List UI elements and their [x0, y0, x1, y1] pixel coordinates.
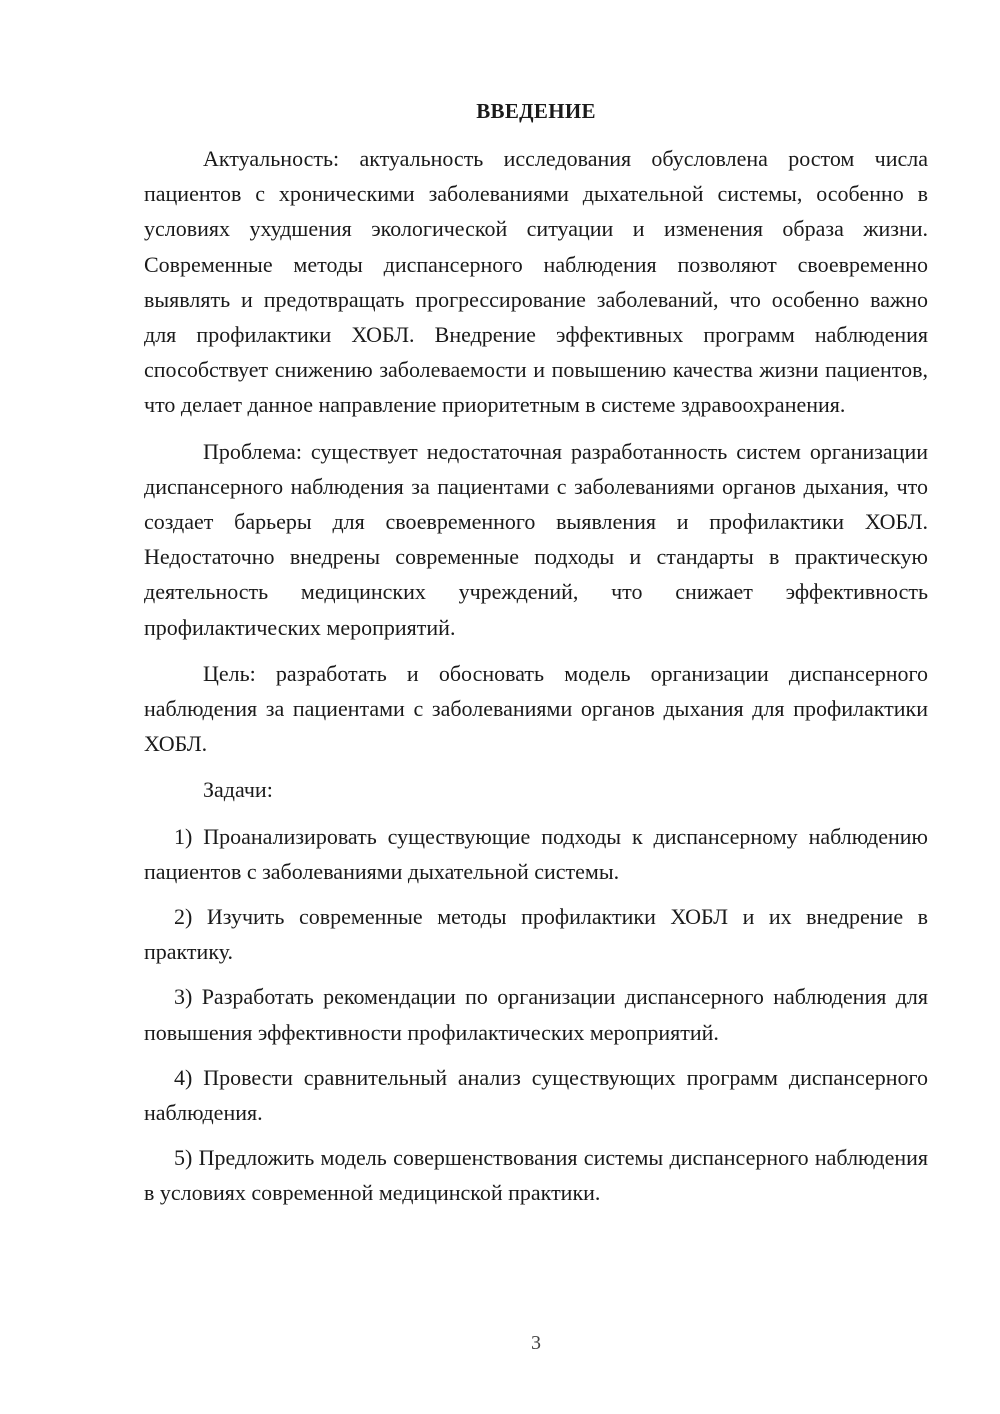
task-item-2: 2) Изучить современные методы профилактики ХОБЛ и их внедрение в практику. [144, 904, 928, 965]
paragraph-relevance: Актуальность: актуальность исследования обусловлена ростом числа пациентов с хроническими заболеваниями дыхательной системы, особенно в условиях ухудшения экологической ситуации и изменения образа жизни. Современные методы диспансерного наблюдения позволяют своевременно выявлять и предотвращать прогрессирование заболеваний, что особенно важно для профилактики ХОБЛ. Внедрение эффективных программ наблюдения способствует снижению заболеваемости и повышению качества жизни пациентов, что делает данное направление приоритетным в системе здравоохранения. [144, 146, 928, 418]
task-item-5: 5) Предложить модель совершенствования системы диспансерного наблюдения в условиях современной медицинской практики. [144, 1145, 928, 1206]
task-item-4: 4) Провести сравнительный анализ существующих программ диспансерного наблюдения. [144, 1064, 928, 1126]
task-item-3: 3) Разработать рекомендации по организации диспансерного наблюдения для повышения эффективности профилактических мероприятий. [144, 984, 928, 1045]
paragraph-problem: Проблема: существует недостаточная разработанность систем организации диспансерного наблюдения за пациентами с заболеваниями органов дыхания, что создает барьеры для своевременного выявления и профилактики ХОБЛ. Недостаточно внедрены современные подходы и стандарты в практическую деятельность медицинских учреждений, что снижает эффективность профилактических мероприятий. [144, 438, 928, 640]
page-number: 3 [531, 1332, 541, 1354]
paragraph-tasks-heading: Задачи: [203, 777, 273, 803]
paragraph-goal: Цель: разработать и обосновать модель организации диспансерного наблюдения за пациентами с заболеваниями органов дыхания для профилактики ХОБЛ. [144, 660, 928, 757]
task-item-1: 1) Проанализировать существующие подходы к диспансерному наблюдению пациентов с заболеваниями дыхательной системы. [144, 823, 928, 884]
section-title: ВВЕДЕНИЕ [476, 99, 596, 123]
page-content [144, 94, 928, 1221]
